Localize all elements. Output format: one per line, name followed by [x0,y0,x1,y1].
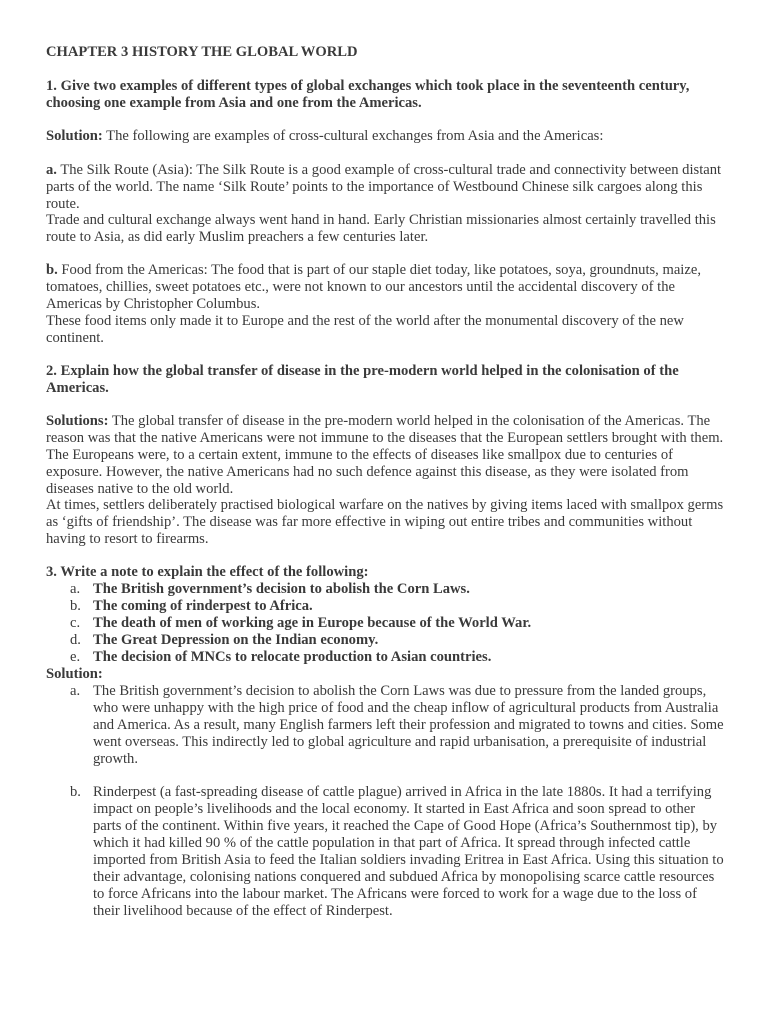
list-item [46,632,726,649]
question-3-list [46,581,726,666]
answer-a-text: The Silk Route (Asia): The Silk Route is a good example of cross-cultural trade and connectivity between distant parts of the world. The name ‘Silk Route’ points to the importance of Westbound Chinese silk cargoes along this route. [46,162,722,212]
list-marker: e. [70,649,81,665]
chapter-title: CHAPTER 3 HISTORY THE GLOBAL WORLD [46,44,358,60]
answer-marker: a. [70,683,81,699]
q2-solution-text: The global transfer of disease in the pre-modern world helped in the colonisation of the Americas. The reason was that the native Americans were not immune to the diseases that the European settlers brought with them. The Europeans were, to a certain extent, immune to the effects of diseases like smallpox due to centuries of exposure. However, the native Americans had no such defence against this disease, as they were isolated from diseases native to the old world. [46,413,724,497]
solutions-label: Solutions: [46,413,109,429]
q1-answer-a-continued: Trade and cultural exchange always went hand in hand. Early Christian missionaries almost certainly travelled this route to Asia, as did early Muslim preachers a few centuries later. [46,212,716,245]
q3-answer-a [46,683,726,768]
q1-answer-a [46,162,726,213]
answer-text: Rinderpest (a fast-spreading disease of cattle plague) arrived in Africa in the late 1880s. It had a terrifying impact on people’s livelihoods and the local economy. It started in East Africa and soon spread to other parts of the continent. Within five years, it reached the Cape of Good Hope (Africa’s Southernmost tip), by which it had killed 90 % of the cattle population in that part of Africa. It spread through infected cattle imported from British Asia to feed the Italian soldiers invading Eritrea in East Africa. Using this situation to their advantage, colonising nations conquered and subdued Africa by monopolising scarce cattle resources to force Africans into the labour market. The Africans were forced to work for a wage due to the loss of their livelihood because of the effect of Rinderpest. [93,784,724,919]
answer-text: The British government’s decision to abolish the Corn Laws was due to pressure from the landed groups, who were unhappy with the high price of food and the cheap inflow of agricultural products from Australia and America. As a result, many English farmers left their profession and migrated to towns and cities. Some went overseas. This indirectly led to global agriculture and rapid urbanisation, a prerequisite of industrial growth. [93,683,724,767]
question-3: 3. Write a note to explain the effect of the following: [46,564,369,580]
list-marker: d. [70,632,81,648]
q1-solution-intro [46,128,726,145]
question-1: 1. Give two examples of different types of global exchanges which took place in the seventeenth century, choosing one example from Asia and one from the Americas. [46,78,690,111]
list-item-text: The death of men of working age in Europe because of the World War. [93,615,532,631]
question-2: 2. Explain how the global transfer of disease in the pre-modern world helped in the colonisation of the Americas. [46,363,679,396]
q2-solution [46,413,726,498]
solution-intro-text: The following are examples of cross-cultural exchanges from Asia and the Americas: [102,128,604,144]
q3-answer-b [46,784,726,920]
answer-b-text: Food from the Americas: The food that is part of our staple diet today, like potatoes, soya, groundnuts, maize, tomatoes, chillies, sweet potatoes etc., were not known to our ancestors until the accidental discovery of the Americas by Christopher Columbus. [46,262,701,312]
q2-solution-continued: At times, settlers deliberately practised biological warfare on the natives by giving items laced with smallpox germs as ‘gifts of friendship’. The disease was far more effective in wiping out entire tribes and communities without having to resort to firearms. [46,497,724,547]
q1-answer-b-continued: These food items only made it to Europe and the rest of the world after the monumental discovery of the new continent. [46,313,684,346]
list-marker: a. [70,581,81,597]
list-marker: b. [70,598,81,614]
answer-marker: b. [70,784,81,800]
list-item-text: The Great Depression on the Indian economy. [93,632,379,648]
list-item-text: The British government’s decision to abolish the Corn Laws. [93,581,470,597]
list-item [46,581,726,598]
answer-b-marker: b. [46,262,58,278]
q1-answer-b [46,262,726,313]
answer-a-marker: a. [46,162,57,178]
list-item-text: The decision of MNCs to relocate production to Asian countries. [93,649,492,665]
list-item [46,649,726,666]
list-item [46,598,726,615]
list-item [46,615,726,632]
list-marker: c. [70,615,81,631]
q3-solution-label: Solution: [46,666,103,682]
list-item-text: The coming of rinderpest to Africa. [93,598,313,614]
solution-label: Solution: [46,128,103,144]
